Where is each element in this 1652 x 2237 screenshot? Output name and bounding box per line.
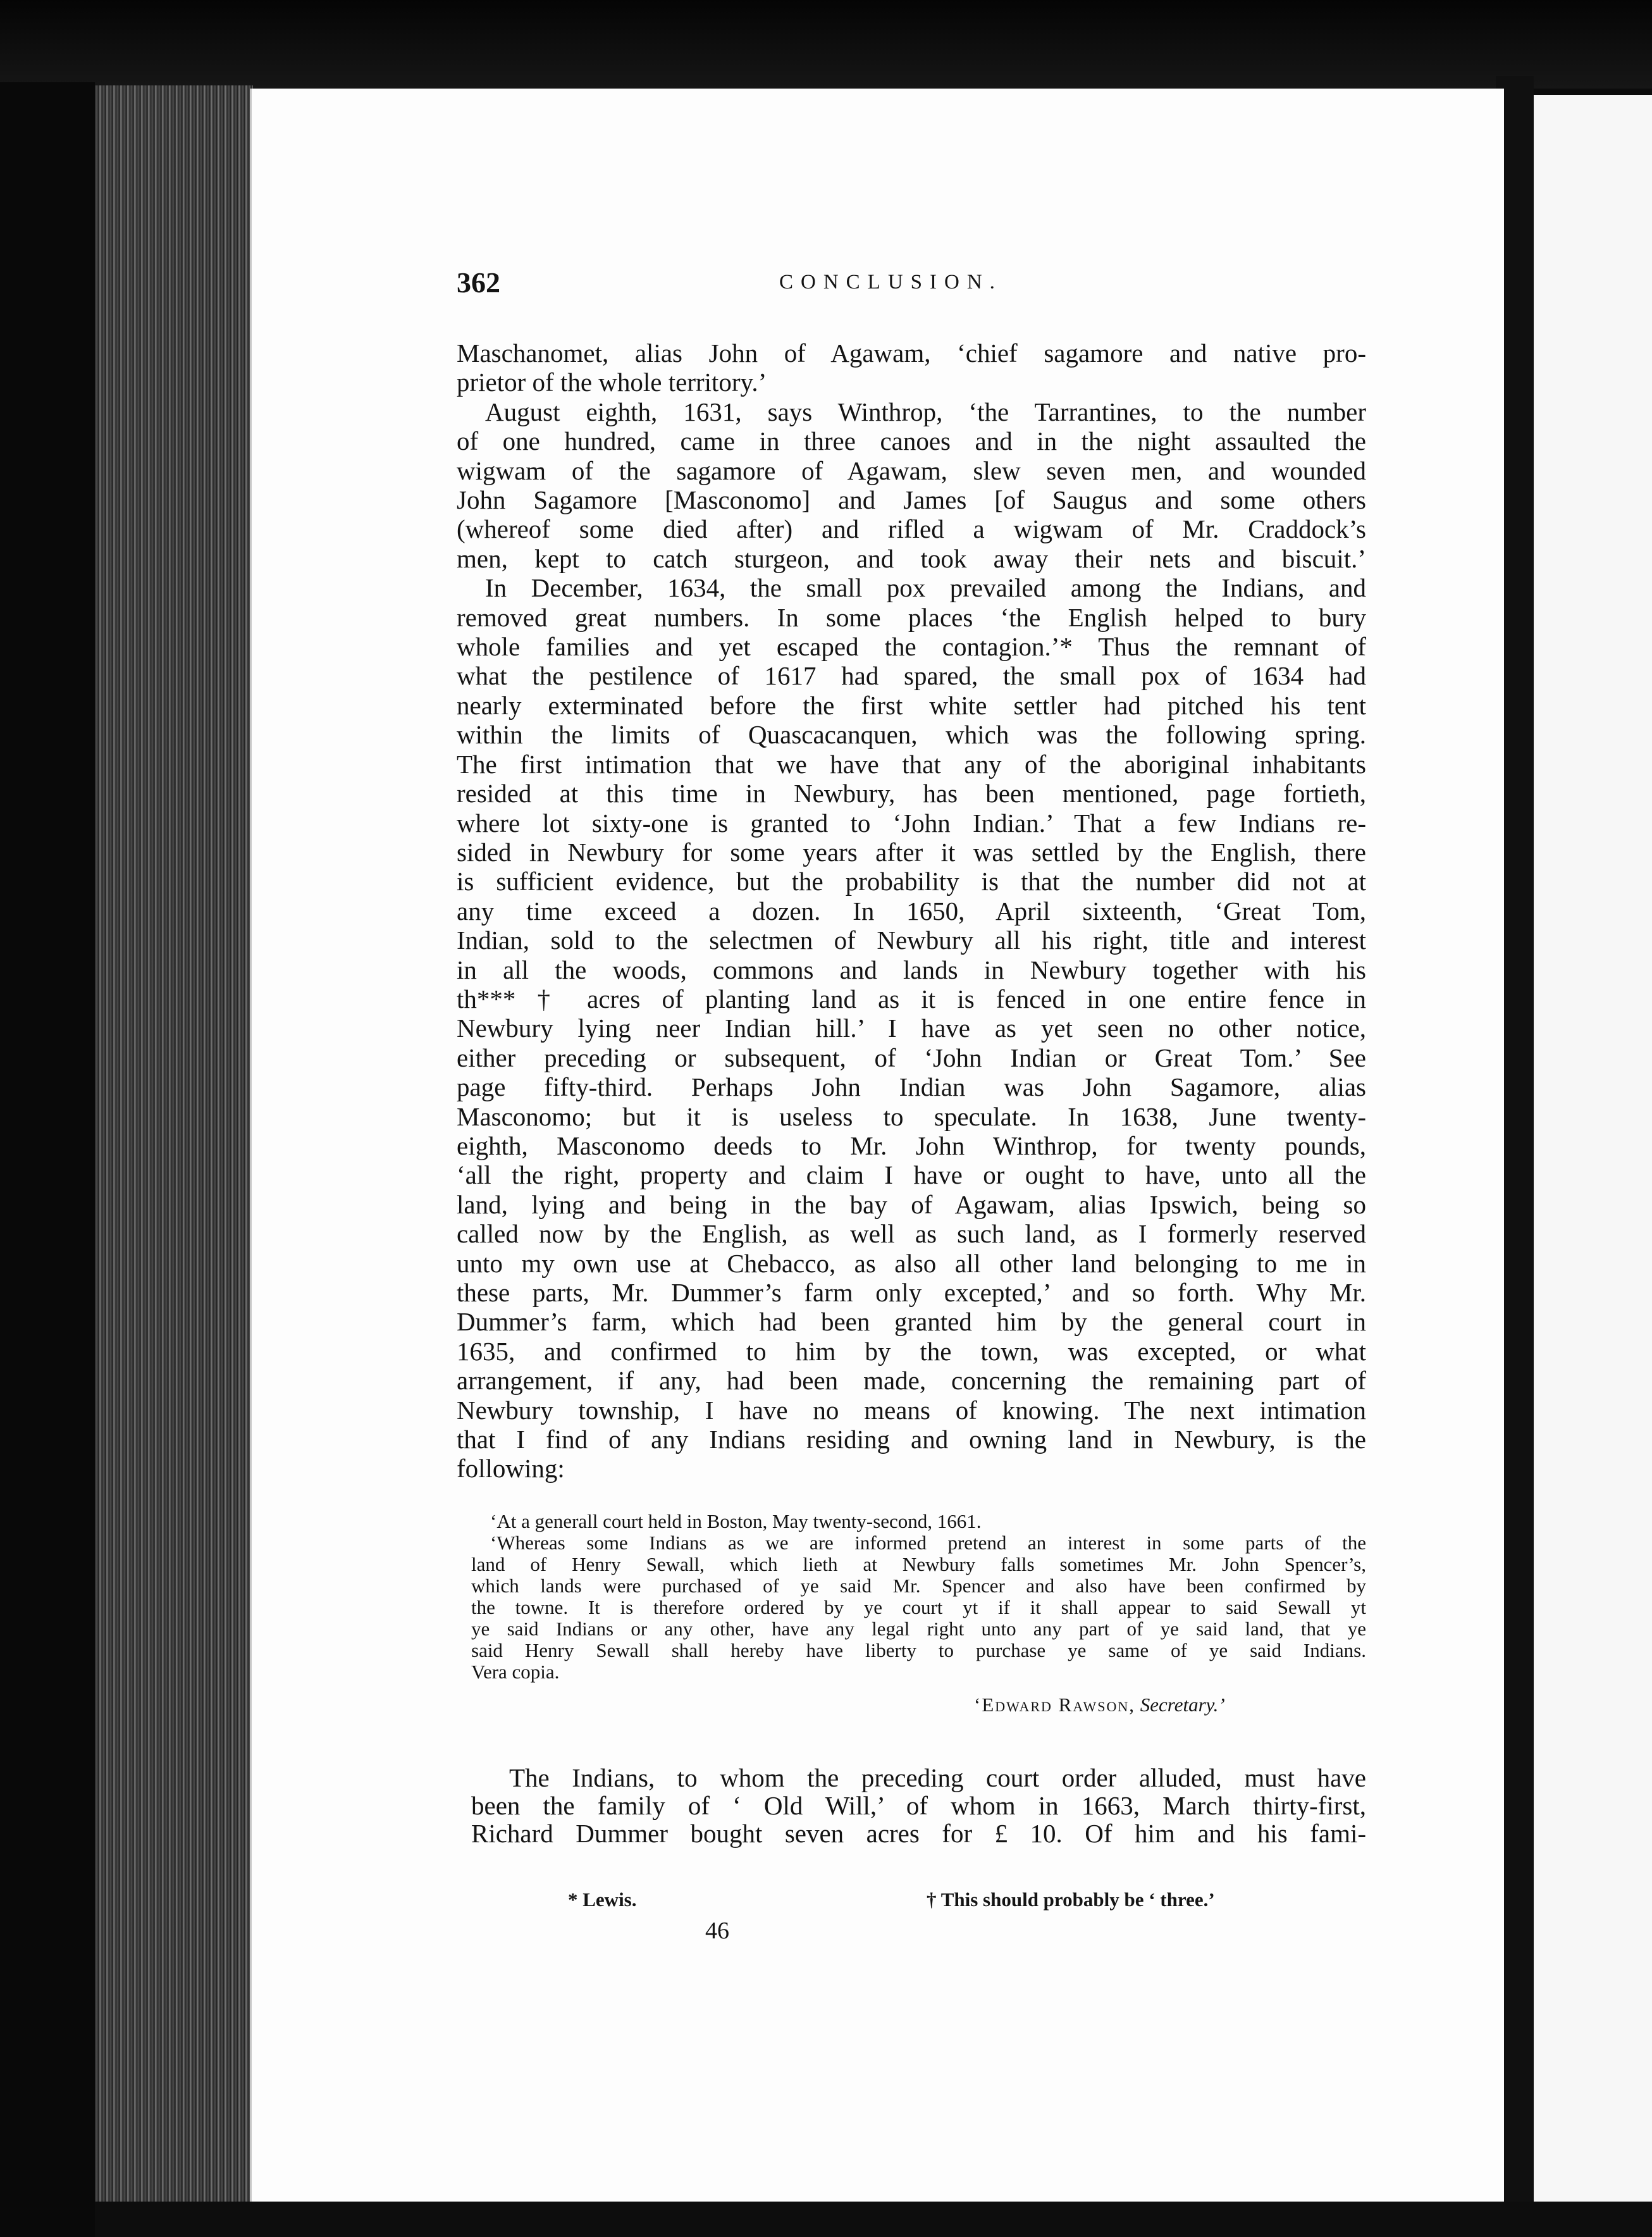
body-line: what the pestilence of 1617 had spared, the small pox of 1634 had bbox=[457, 661, 1366, 691]
quote-line: the towne. It is therefore ordered by ye court yt if it shall appear to said Sewall yt bbox=[471, 1596, 1366, 1618]
quote-line: said Henry Sewall shall hereby have liberty to purchase ye same of ye said Indians. bbox=[471, 1639, 1366, 1661]
body-line: th*** † acres of planting land as it is fenced in one entire fence in bbox=[457, 984, 1366, 1013]
body-line: page fifty-third. Perhaps John Indian was John Sagamore, alias bbox=[457, 1072, 1366, 1102]
body-line: eighth, Masconomo deeds to Mr. John Winthrop, for twenty pounds, bbox=[457, 1131, 1366, 1160]
body-line: within the limits of Quascacanquen, which was the following spring. bbox=[457, 720, 1366, 750]
body-line: in all the woods, commons and lands in Newbury together with his bbox=[457, 955, 1366, 984]
quote-line: which lands were purchased of ye said Mr. Spencer and also have been confirmed by bbox=[471, 1575, 1366, 1597]
body-line: The first intimation that we have that any of the aboriginal inhabitants bbox=[457, 749, 1366, 779]
body-line: resided at this time in Newbury, has been mentioned, page fortieth, bbox=[457, 779, 1366, 809]
body-line: wigwam of the sagamore of Agawam, slew seven men, and wounded bbox=[457, 455, 1366, 485]
closing-line: been the family of ‘ Old Will,’ of whom in 1663, March thirty-first, bbox=[471, 1791, 1366, 1820]
body-line: of one hundred, came in three canoes and in the night assaulted the bbox=[457, 426, 1366, 456]
footnote-three: † This should probably be ‘ three.’ bbox=[927, 1888, 1215, 1911]
body-text bbox=[457, 338, 1366, 1484]
scan-bottom-border bbox=[95, 2202, 1652, 2237]
body-line: Maschanomet, alias John of Agawam, ‘chief sagamore and native pro- bbox=[457, 338, 1366, 368]
page-edges bbox=[95, 85, 253, 2217]
body-line: unto my own use at Chebacco, as also all other land belonging to me in bbox=[457, 1248, 1366, 1278]
signature-mark: 46 bbox=[705, 1918, 729, 1944]
book-spine bbox=[0, 82, 95, 2237]
quote-signature bbox=[974, 1694, 1225, 1716]
signature-name: ‘Edward Rawson, bbox=[974, 1694, 1136, 1716]
body-line: In December, 1634, the small pox prevailed among the Indians, and bbox=[485, 573, 1366, 603]
signature-title: Secretary.’ bbox=[1140, 1694, 1225, 1716]
body-line: nearly exterminated before the first white settler had pitched his tent bbox=[457, 690, 1366, 720]
running-head: CONCLUSION. bbox=[779, 271, 1002, 294]
body-line: these parts, Mr. Dummer’s farm only excepted,’ and so forth. Why Mr. bbox=[457, 1278, 1366, 1307]
body-line: Newbury township, I have no means of knowing. The next intimation bbox=[457, 1395, 1366, 1425]
closing-line: Richard Dummer bought seven acres for £ 10. Of him and his fami- bbox=[471, 1819, 1366, 1848]
body-line: Newbury lying neer Indian hill.’ I have as yet seen no other notice, bbox=[457, 1013, 1366, 1043]
body-line: where lot sixty-one is granted to ‘John Indian.’ That a few Indians re- bbox=[457, 808, 1366, 838]
scan-top-border bbox=[0, 0, 1652, 89]
body-line: prietor of the whole territory.’ bbox=[457, 368, 767, 397]
facing-page-edge bbox=[1534, 95, 1652, 2237]
body-line: 1635, and confirmed to him by the town, was excepted, or what bbox=[457, 1336, 1366, 1366]
quote-line: land of Henry Sewall, which lieth at Newbury falls sometimes Mr. John Spencer’s, bbox=[471, 1553, 1366, 1575]
body-line: Indian, sold to the selectmen of Newbury all his right, title and interest bbox=[457, 926, 1366, 955]
body-line: called now by the English, as well as such land, as I formerly reserved bbox=[457, 1219, 1366, 1249]
body-line: Dummer’s farm, which had been granted him by the general court in bbox=[457, 1307, 1366, 1337]
body-line: August eighth, 1631, says Winthrop, ‘the Tarrantines, to the number bbox=[485, 397, 1366, 426]
body-line: John Sagamore [Masconomo] and James [of Saugus and some others bbox=[457, 485, 1366, 515]
quote-line: ‘Whereas some Indians as we are informed pretend an interest in some parts of the bbox=[490, 1532, 1366, 1554]
quote-line: Vera copia. bbox=[471, 1661, 560, 1683]
body-line: men, kept to catch sturgeon, and took away their nets and biscuit.’ bbox=[457, 543, 1366, 573]
body-line: sided in Newbury for some years after it was settled by the English, there bbox=[457, 837, 1366, 867]
body-line: either preceding or subsequent, of ‘John Indian or Great Tom.’ See bbox=[457, 1043, 1366, 1072]
page-number: 362 bbox=[457, 266, 500, 299]
body-line: whole families and yet escaped the contagion.’* Thus the remnant of bbox=[457, 632, 1366, 662]
body-line: removed great numbers. In some places ‘the English helped to bury bbox=[457, 602, 1366, 632]
quote-line: ye said Indians or any other, have any legal right unto any part of ye said land, that ye bbox=[471, 1618, 1366, 1640]
footnote-lewis: * Lewis. bbox=[568, 1888, 637, 1911]
quote-line: ‘At a generall court held in Boston, May twenty-second, 1661. bbox=[490, 1510, 982, 1532]
body-line: (whereof some died after) and rifled a wigwam of Mr. Craddock’s bbox=[457, 514, 1366, 544]
body-line: following: bbox=[457, 1454, 565, 1484]
closing-paragraph bbox=[471, 1764, 1366, 1847]
body-line: land, lying and being in the bay of Agawam, alias Ipswich, being so bbox=[457, 1189, 1366, 1219]
body-line: is sufficient evidence, but the probability is that the number did not at bbox=[457, 867, 1366, 896]
body-line: any time exceed a dozen. In 1650, April sixteenth, ‘Great Tom, bbox=[457, 896, 1366, 926]
body-line: Masconomo; but it is useless to speculate. In 1638, June twenty- bbox=[457, 1101, 1366, 1131]
court-order-quote bbox=[471, 1511, 1366, 1683]
body-line: that I find of any Indians residing and owning land in Newbury, is the bbox=[457, 1425, 1366, 1454]
closing-line: The Indians, to whom the preceding court order alluded, must have bbox=[509, 1763, 1366, 1792]
page-header bbox=[457, 266, 1366, 316]
body-line: ‘all the right, property and claim I have or ought to have, unto all the bbox=[457, 1160, 1366, 1190]
body-line: arrangement, if any, had been made, concerning the remaining part of bbox=[457, 1366, 1366, 1396]
